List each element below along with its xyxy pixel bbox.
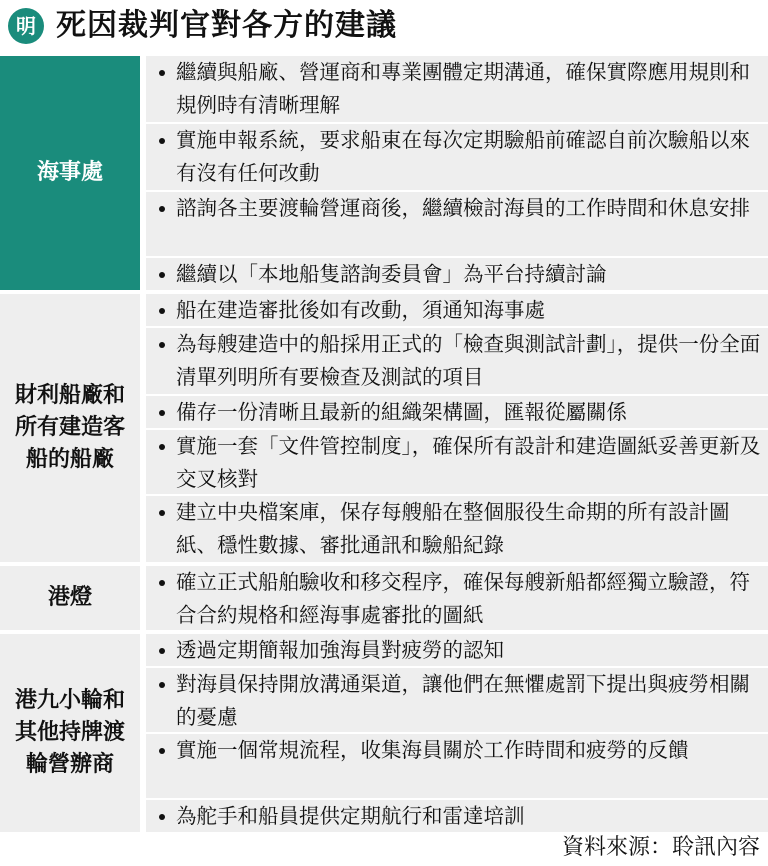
list-item <box>146 800 768 832</box>
bullet-icon <box>159 70 165 76</box>
item-text: 諮詢各主要渡輪營運商後，繼續檢討海員的工作時間和休息安排 <box>176 196 750 220</box>
list-item <box>146 634 768 666</box>
category-label <box>0 294 140 562</box>
group-ferry-operators <box>0 634 768 832</box>
item-text: 為每艘建造中的船採用正式的「檢查與測試計劃」，提供一份全面清單列明所有要檢查及測試的項目 <box>176 332 761 389</box>
list-item <box>146 734 768 798</box>
item-text: 繼續以「本地船隻諮詢委員會」為平台持續討論 <box>176 262 607 286</box>
category-text: 財利船廠和所有建造客船的船廠 <box>14 383 125 472</box>
category-label <box>0 634 140 832</box>
list-item <box>146 396 768 428</box>
list-item <box>146 124 768 190</box>
bullet-icon <box>159 682 165 688</box>
item-text: 建立中央檔案庫，保存每艘船在整個服役生命期的所有設計圖紙、穩性數據、審批通訊和驗船紀錄 <box>176 500 730 557</box>
bullet-icon <box>159 580 165 586</box>
bullet-icon <box>159 138 165 144</box>
bullet-icon <box>159 206 165 212</box>
header <box>0 0 768 52</box>
bullet-icon <box>159 272 165 278</box>
bullet-icon <box>159 444 165 450</box>
item-text: 實施申報系統，要求船東在每次定期驗船前確認自前次驗船以來有沒有任何改動 <box>176 128 750 185</box>
bullet-icon <box>159 410 165 416</box>
list-item <box>146 258 768 290</box>
item-text: 實施一個常規流程，收集海員關於工作時間和疲勞的反饋 <box>176 738 689 762</box>
list-item <box>146 668 768 732</box>
source-credit: 資料來源：聆訊內容 <box>561 835 760 860</box>
category-label <box>0 56 140 290</box>
list-item <box>146 566 768 630</box>
list-item <box>146 328 768 394</box>
list-item <box>146 192 768 256</box>
list-item <box>146 56 768 122</box>
bullet-icon <box>159 748 165 754</box>
bullet-icon <box>159 342 165 348</box>
item-text: 實施一套「文件管控制度」，確保所有設計和建造圖紙妥善更新及交叉核對 <box>176 434 761 491</box>
group-marine-department <box>0 56 768 290</box>
bullet-icon <box>159 308 165 314</box>
bullet-icon <box>159 814 165 820</box>
item-text: 透過定期簡報加強海員對疲勞的認知 <box>176 638 504 662</box>
category-text: 港燈 <box>47 585 92 610</box>
item-text: 備存一份清晰且最新的組織架構圖，匯報從屬關係 <box>176 400 627 424</box>
item-text: 船在建造審批後如有改動，須通知海事處 <box>176 298 545 322</box>
category-text: 海事處 <box>36 160 103 185</box>
item-text: 為舵手和船員提供定期航行和雷達培訓 <box>176 804 525 828</box>
item-text: 確立正式船舶驗收和移交程序，確保每艘新船都經獨立驗證，符合合約規格和經海事處審批的圖紙 <box>176 570 750 627</box>
item-text: 對海員保持開放溝通渠道，讓他們在無懼處罰下提出與疲勞相關的憂慮 <box>176 672 750 729</box>
page-title: 死因裁判官對各方的建議 <box>56 8 397 43</box>
list-item <box>146 294 768 326</box>
list-item <box>146 496 768 562</box>
bullet-icon <box>159 510 165 516</box>
group-hk-electric <box>0 566 768 630</box>
list-item <box>146 430 768 494</box>
category-text: 港九小輪和其他持牌渡輪營辦商 <box>14 688 125 777</box>
item-text: 繼續與船廠、營運商和專業團體定期溝通，確保實際應用規則和規例時有清晰理解 <box>176 60 750 117</box>
bullet-icon <box>159 648 165 654</box>
group-shipyards <box>0 294 768 562</box>
ming-pao-logo-icon: 明 <box>8 8 44 44</box>
category-label <box>0 566 140 630</box>
